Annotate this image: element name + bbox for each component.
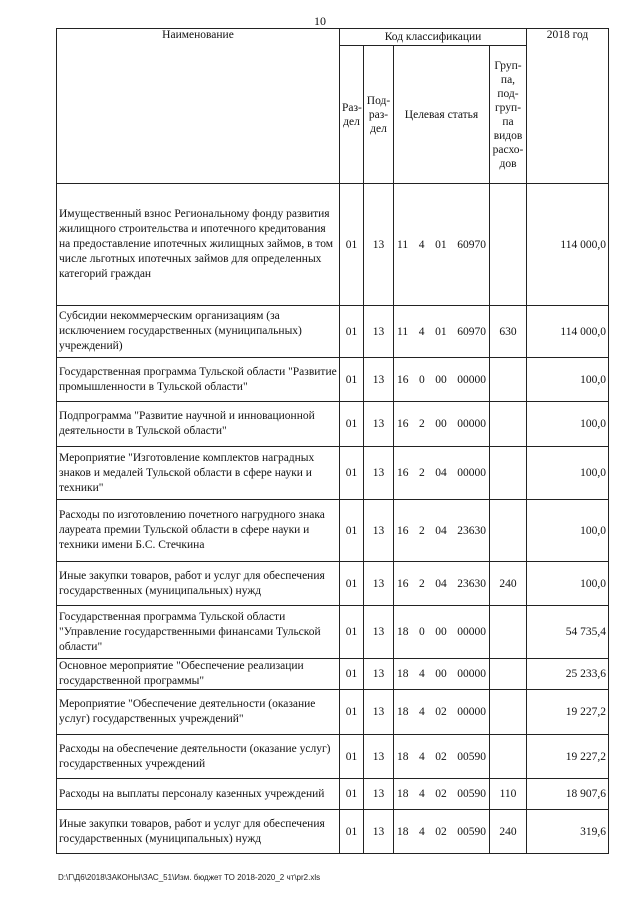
row-group bbox=[490, 447, 527, 500]
target-part: 04 bbox=[435, 524, 447, 537]
row-name: Подпрограмма "Развитие научной и инновационной деятельности в Тульской области" bbox=[57, 402, 340, 447]
row-group bbox=[490, 402, 527, 447]
header-podrazdel: Под- раз- дел bbox=[364, 46, 394, 184]
row-name: Имущественный взнос Региональному фонду развития жилищного строительства и ипотечного кредитования на предоставление ипотечных жилищных займов, в том числе льготных ипотечных займов для определенных категорий граждан bbox=[57, 184, 340, 306]
row-target bbox=[394, 690, 490, 735]
row-razdel: 01 bbox=[340, 500, 364, 562]
row-podrazdel: 13 bbox=[364, 779, 394, 810]
row-sum: 100,0 bbox=[527, 562, 609, 606]
target-part: 00000 bbox=[457, 418, 486, 430]
target-part: 02 bbox=[435, 750, 447, 763]
target-part: 60970 bbox=[457, 325, 486, 338]
target-part: 16 bbox=[397, 577, 409, 590]
row-razdel: 01 bbox=[340, 402, 364, 447]
target-part: 00000 bbox=[457, 626, 486, 638]
row-target bbox=[394, 500, 490, 562]
budget-table bbox=[56, 28, 609, 854]
row-group: 110 bbox=[490, 779, 527, 810]
target-part: 23630 bbox=[457, 524, 486, 537]
row-sum: 25 233,6 bbox=[527, 659, 609, 690]
target-part: 18 bbox=[397, 626, 409, 638]
target-part: 60970 bbox=[457, 238, 486, 251]
target-part: 00 bbox=[435, 626, 447, 638]
row-group bbox=[490, 659, 527, 690]
target-part: 18 bbox=[397, 750, 409, 763]
row-sum: 54 735,4 bbox=[527, 606, 609, 659]
target-part: 2 bbox=[419, 524, 425, 537]
row-sum: 19 227,2 bbox=[527, 690, 609, 735]
row-target bbox=[394, 447, 490, 500]
row-sum: 100,0 bbox=[527, 358, 609, 402]
target-part: 16 bbox=[397, 373, 409, 386]
row-name: Субсидии некоммерческим организациям (за исключением государственных (муниципальных) учреждений) bbox=[57, 306, 340, 358]
row-podrazdel: 13 bbox=[364, 606, 394, 659]
header-code: Код классификации bbox=[340, 29, 527, 46]
row-target bbox=[394, 562, 490, 606]
row-group bbox=[490, 184, 527, 306]
row-group bbox=[490, 606, 527, 659]
row-podrazdel: 13 bbox=[364, 690, 394, 735]
row-razdel: 01 bbox=[340, 810, 364, 854]
target-part: 02 bbox=[435, 706, 447, 718]
target-part: 4 bbox=[419, 668, 425, 680]
table-row bbox=[57, 500, 609, 562]
row-name: Основное мероприятие "Обеспечение реализации государственной программы" bbox=[57, 659, 340, 690]
row-name: Расходы на выплаты персоналу казенных учреждений bbox=[57, 779, 340, 810]
page-number: 10 bbox=[314, 14, 326, 28]
row-target bbox=[394, 735, 490, 779]
row-sum: 114 000,0 bbox=[527, 184, 609, 306]
target-part: 18 bbox=[397, 706, 409, 718]
target-part: 4 bbox=[418, 325, 425, 338]
row-podrazdel: 13 bbox=[364, 358, 394, 402]
target-part: 4 bbox=[419, 825, 425, 838]
row-sum: 319,6 bbox=[527, 810, 609, 854]
target-part: 11 bbox=[397, 325, 409, 338]
table-row bbox=[57, 810, 609, 854]
row-sum: 19 227,2 bbox=[527, 735, 609, 779]
row-podrazdel: 13 bbox=[364, 659, 394, 690]
target-part: 4 bbox=[418, 238, 425, 251]
target-part: 2 bbox=[419, 577, 425, 590]
table-row bbox=[57, 447, 609, 500]
header-year: 2018 год bbox=[527, 29, 609, 184]
row-sum: 18 907,6 bbox=[527, 779, 609, 810]
table-row bbox=[57, 659, 609, 690]
target-part: 4 bbox=[419, 706, 425, 718]
row-name: Иные закупки товаров, работ и услуг для обеспечения государственных (муниципальных) нужд bbox=[57, 562, 340, 606]
row-razdel: 01 bbox=[340, 358, 364, 402]
row-name: Мероприятие "Изготовление комплектов наградных знаков и медалей Тульской области в сфере науки и техники" bbox=[57, 447, 340, 500]
row-name: Государственная программа Тульской области "Управление государственными финансами Тульской области" bbox=[57, 606, 340, 659]
target-part: 4 bbox=[419, 788, 425, 800]
row-sum: 100,0 bbox=[527, 500, 609, 562]
row-name: Расходы на обеспечение деятельности (оказание услуг) государственных учреждений bbox=[57, 735, 340, 779]
row-group: 240 bbox=[490, 562, 527, 606]
row-podrazdel: 13 bbox=[364, 402, 394, 447]
header-name: Наименование bbox=[57, 29, 340, 184]
row-group bbox=[490, 690, 527, 735]
target-part: 04 bbox=[435, 467, 447, 479]
row-name: Мероприятие "Обеспечение деятельности (оказание услуг) государственных учреждений" bbox=[57, 690, 340, 735]
row-target bbox=[394, 306, 490, 358]
row-podrazdel: 13 bbox=[364, 447, 394, 500]
row-razdel: 01 bbox=[340, 735, 364, 779]
target-part: 16 bbox=[397, 418, 409, 430]
target-part: 00000 bbox=[457, 373, 486, 386]
target-part: 01 bbox=[435, 325, 447, 338]
row-razdel: 01 bbox=[340, 562, 364, 606]
row-podrazdel: 13 bbox=[364, 735, 394, 779]
table-row bbox=[57, 562, 609, 606]
target-part: 18 bbox=[397, 668, 409, 680]
target-part: 23630 bbox=[457, 577, 486, 590]
table-row bbox=[57, 779, 609, 810]
row-razdel: 01 bbox=[340, 659, 364, 690]
target-part: 00590 bbox=[457, 788, 486, 800]
target-part: 00 bbox=[435, 373, 447, 386]
row-group bbox=[490, 735, 527, 779]
table-row bbox=[57, 358, 609, 402]
row-group bbox=[490, 358, 527, 402]
row-target bbox=[394, 810, 490, 854]
table-row bbox=[57, 184, 609, 306]
row-target bbox=[394, 606, 490, 659]
target-part: 02 bbox=[435, 825, 447, 838]
target-part: 16 bbox=[397, 524, 409, 537]
row-podrazdel: 13 bbox=[364, 184, 394, 306]
target-part: 00 bbox=[435, 418, 447, 430]
row-razdel: 01 bbox=[340, 184, 364, 306]
row-target bbox=[394, 779, 490, 810]
header-row-1 bbox=[57, 29, 609, 46]
target-part: 18 bbox=[397, 788, 409, 800]
target-part: 11 bbox=[397, 238, 409, 251]
row-target bbox=[394, 358, 490, 402]
target-part: 00590 bbox=[457, 825, 486, 838]
target-part: 4 bbox=[419, 750, 425, 763]
row-razdel: 01 bbox=[340, 779, 364, 810]
target-part: 00000 bbox=[457, 706, 486, 718]
row-group: 630 bbox=[490, 306, 527, 358]
target-part: 02 bbox=[435, 788, 447, 800]
target-part: 00590 bbox=[457, 750, 486, 763]
row-podrazdel: 13 bbox=[364, 306, 394, 358]
row-razdel: 01 bbox=[340, 690, 364, 735]
target-part: 04 bbox=[435, 577, 447, 590]
target-part: 01 bbox=[435, 238, 447, 251]
row-sum: 100,0 bbox=[527, 447, 609, 500]
row-target bbox=[394, 659, 490, 690]
row-sum: 114 000,0 bbox=[527, 306, 609, 358]
row-razdel: 01 bbox=[340, 306, 364, 358]
row-name: Расходы по изготовлению почетного нагрудного знака лауреата премии Тульской области в сфере науки и техники имени Б.С. Стечкина bbox=[57, 500, 340, 562]
row-razdel: 01 bbox=[340, 447, 364, 500]
target-part: 00000 bbox=[457, 668, 486, 680]
header-target: Целевая статья bbox=[394, 46, 490, 184]
target-part: 00 bbox=[435, 668, 447, 680]
target-part: 00000 bbox=[457, 467, 486, 479]
table-row bbox=[57, 735, 609, 779]
row-target bbox=[394, 402, 490, 447]
header-group: Груп- па, под- груп- па видов расхо- дов bbox=[490, 46, 527, 184]
table-row bbox=[57, 402, 609, 447]
target-part: 2 bbox=[419, 467, 425, 479]
file-path-footer: D:\Г\Д6\2018\ЗАКОНЫ\ЗАС_51\Изм. бюджет ТО 2018-2020_2 чт\pr2.xls bbox=[58, 873, 321, 882]
row-podrazdel: 13 bbox=[364, 500, 394, 562]
row-target bbox=[394, 184, 490, 306]
row-podrazdel: 13 bbox=[364, 810, 394, 854]
target-part: 0 bbox=[419, 373, 425, 386]
target-part: 18 bbox=[397, 825, 409, 838]
row-podrazdel: 13 bbox=[364, 562, 394, 606]
row-sum: 100,0 bbox=[527, 402, 609, 447]
row-razdel: 01 bbox=[340, 606, 364, 659]
row-group bbox=[490, 500, 527, 562]
table-row bbox=[57, 690, 609, 735]
table-row bbox=[57, 306, 609, 358]
target-part: 2 bbox=[419, 418, 425, 430]
target-part: 16 bbox=[397, 467, 409, 479]
row-group: 240 bbox=[490, 810, 527, 854]
row-name: Иные закупки товаров, работ и услуг для обеспечения государственных (муниципальных) нужд bbox=[57, 810, 340, 854]
table-row bbox=[57, 606, 609, 659]
row-name: Государственная программа Тульской области "Развитие промышленности в Тульской области" bbox=[57, 358, 340, 402]
header-razdel: Раз- дел bbox=[340, 46, 364, 184]
target-part: 0 bbox=[419, 626, 425, 638]
